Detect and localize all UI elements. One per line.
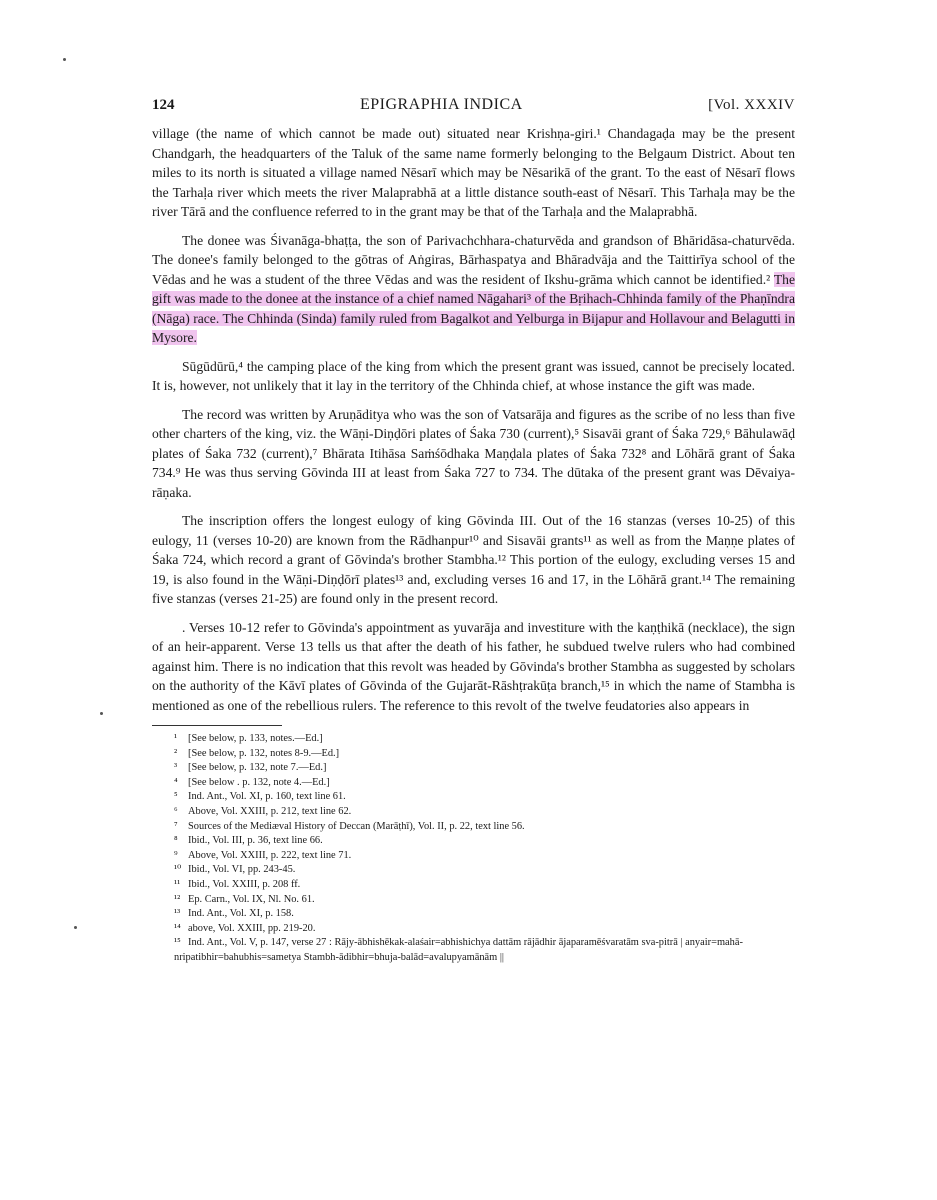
footnote-number: ¹¹ xyxy=(174,878,181,890)
footnote xyxy=(174,761,795,776)
running-header xyxy=(152,96,795,114)
footnote-text: Sources of the Mediæval History of Deccan (Marāṭhī), Vol. II, p. 22, text line 56. xyxy=(188,820,525,832)
footnote xyxy=(174,936,795,965)
footnote-number: ¹⁰ xyxy=(174,864,182,876)
footnote-number: ³ xyxy=(174,762,178,774)
footnote xyxy=(174,747,795,762)
footnote-number: ¹ xyxy=(174,733,178,744)
footnote-number: ⁹ xyxy=(174,849,178,861)
body-text xyxy=(152,124,795,715)
footnote-number: ⁸ xyxy=(174,835,178,847)
footnote-text: [See below . p. 132, note 4.—Ed.] xyxy=(188,776,330,788)
footnote-text: Ibid., Vol. VI, pp. 243-45. xyxy=(188,864,296,876)
paragraph xyxy=(152,511,795,609)
footnote-text: Ibid., Vol. III, p. 36, text line 66. xyxy=(188,835,323,847)
footnote xyxy=(174,776,795,791)
scan-speck xyxy=(74,926,77,929)
footnote-number: ² xyxy=(174,747,178,759)
footnote-number: ¹² xyxy=(174,893,181,905)
footnote-text: [See below, p. 132, notes 8-9.—Ed.] xyxy=(188,747,340,759)
journal-page xyxy=(152,96,795,966)
footnote-number: ⁵ xyxy=(174,791,178,803)
footnote xyxy=(174,820,795,835)
footnote-text: Above, Vol. XXIII, p. 212, text line 62. xyxy=(188,805,352,817)
paragraph xyxy=(152,231,795,348)
footnote xyxy=(174,790,795,805)
paragraph-text: . Verses 10-12 refer to Gōvinda's appointment as yuvarāja and investiture with the kaṇṭhikā (necklace), the sign of an heir-apparent. Verse 13 tells us that after the death of his father, he subdued twelve rulers who had combined against him. There is no indication that this revolt was headed by Gōvinda's brother Stambha as suggested by scholars on the authority of the Kāvī plates of Gōvinda of the Gujarāt-Rāshṭrakūṭa branch,¹⁵ in which the name of Stambha is mentioned as one of the rebellious rulers. The reference to this revolt of the twelve feudatories also appears in xyxy=(152,619,795,713)
footnote-text: Ep. Carn., Vol. IX, Nl. No. 61. xyxy=(188,893,315,905)
footnote-number: ⁷ xyxy=(174,820,178,832)
footnote-number: ⁴ xyxy=(174,776,178,788)
paragraph xyxy=(152,357,795,396)
paragraph-text: Sūgūdūrū,⁴ the camping place of the king from which the present grant was issued, cannot be precisely located. It is, however, not unlikely that it lay in the territory of the Chhinda chief, at whose instance the gift was made. xyxy=(152,358,795,393)
footnote xyxy=(174,893,795,908)
footnote xyxy=(174,863,795,878)
footnote-number: ¹⁵ xyxy=(174,937,181,949)
paragraph-text: The donee was Śivanāga-bhaṭṭa, the son of Parivachchhara-chaturvēda and grandson of Bhāridāsa-chaturvēda. The donee's family belonged to the gōtras of Aṅgiras, Bārhaspatya and Bhāradvāja and the Taittirīya school of the Vēdas and he was a student of the three Vēdas and was the resident of Ikshu-grāma which cannot be identified.² xyxy=(152,232,795,287)
paragraph xyxy=(152,618,795,716)
highlighted-passage: The gift was made to the donee at the instance of a chief named Nāgahari³ of the Bṛihach-Chhinda family of the Phaṇīndra (Nāga) race. The Chhinda (Sinda) family ruled from Bagalkot and Yelburga in Bijapur and Hollavour and Belagutti in Mysore. xyxy=(152,271,795,345)
footnote-number: ⁶ xyxy=(174,805,178,817)
footnote-divider xyxy=(152,725,282,726)
footnote xyxy=(174,732,795,747)
footnote-text: Ind. Ant., Vol. XI, p. 158. xyxy=(188,908,294,920)
footnote-text: [See below, p. 133, notes.—Ed.] xyxy=(188,733,323,744)
scan-speck xyxy=(63,58,66,61)
footnote-text: Above, Vol. XXIII, p. 222, text line 71. xyxy=(188,849,352,861)
footnote xyxy=(174,907,795,922)
paragraph xyxy=(152,124,795,222)
footnote xyxy=(174,805,795,820)
footnote xyxy=(174,849,795,864)
paragraph xyxy=(152,405,795,503)
scan-speck xyxy=(100,712,103,715)
volume-label: [Vol. XXXIV xyxy=(708,97,795,113)
footnotes xyxy=(152,732,795,966)
footnote-text: Ibid., Vol. XXIII, p. 208 ff. xyxy=(188,878,301,890)
footnote-text: above, Vol. XXIII, pp. 219-20. xyxy=(188,922,316,934)
paragraph-text: The record was written by Aruṇāditya who was the son of Vatsarāja and figures as the scribe of no less than five other charters of the king, viz. the Wāṇi-Diṇḍōri plates of Śaka 730 (current),⁵ Sisavāi grant of Śaka 729,⁶ Bāhulawāḍ plates of Śaka 732 (current),⁷ Bhārata Itihāsa Saṁśōdhaka Maṇḍala plates of Śaka 732⁸ and Lōhārā grant of Śaka 734.⁹ He was thus serving Gōvinda III at least from Śaka 727 to 734. The dūtaka of the present grant was Dēvaiya-rāṇaka. xyxy=(152,406,795,500)
footnote-number: ¹³ xyxy=(174,908,181,920)
footnote xyxy=(174,834,795,849)
journal-title: EPIGRAPHIA INDICA xyxy=(359,96,523,113)
footnote-text: Ind. Ant., Vol. XI, p. 160, text line 61. xyxy=(188,791,346,803)
footnote-number: ¹⁴ xyxy=(174,922,181,934)
paragraph-text: The inscription offers the longest eulogy of king Gōvinda III. Out of the 16 stanzas (verses 10-25) of this eulogy, 11 (verses 10-20) are known from the Rādhanpur¹⁰ and Sisavāi grants¹¹ as well as from the Maṇṇe plates of Śaka 724, which record a grant of Gōvinda's brother Stambha.¹² This portion of the eulogy, excluding verses 15 and 19, is also found in the Wāṇi-Diṇḍōrī plates¹³ and, excluding verses 16 and 17, in the Lōhārā grant.¹⁴ The remaining five stanzas (verses 21-25) are found only in the present record. xyxy=(152,513,795,606)
page-number: 124 xyxy=(152,97,175,113)
footnote-text: Ind. Ant., Vol. V, p. 147, verse 27 : Rājy-ābhishēkak-alaśair=abhishichya dattām rājādhir ājaparamēśvaratām sva-pitrā | anyair=mahā-nripatibhir=bahubhis=sametya Stambh-ādibhir=bhuja-balād=avalupyamānām || xyxy=(174,937,743,963)
footnote xyxy=(174,922,795,937)
footnote xyxy=(174,878,795,893)
footnote-text: [See below, p. 132, note 7.—Ed.] xyxy=(188,762,327,774)
paragraph-text: village (the name of which cannot be made out) situated near Krishṇa-giri.¹ Chandagaḍa may be the present Chandgarh, the headquarters of the Taluk of the same name formerly belonging to the Belgaum District. About ten miles to its north is situated a village named Nēsarī which may be Nēsarikā of the grant. To the east of Nēsarī flows the Tarhaḷa river which meets the river Malaprabhā at a little distance south-east of Nēsarī. This Tarhaḷa may be the river Tārā and the confluence referred to in the grant may be that of the Tarhaḷa and the Malaprabhā. xyxy=(152,126,795,219)
